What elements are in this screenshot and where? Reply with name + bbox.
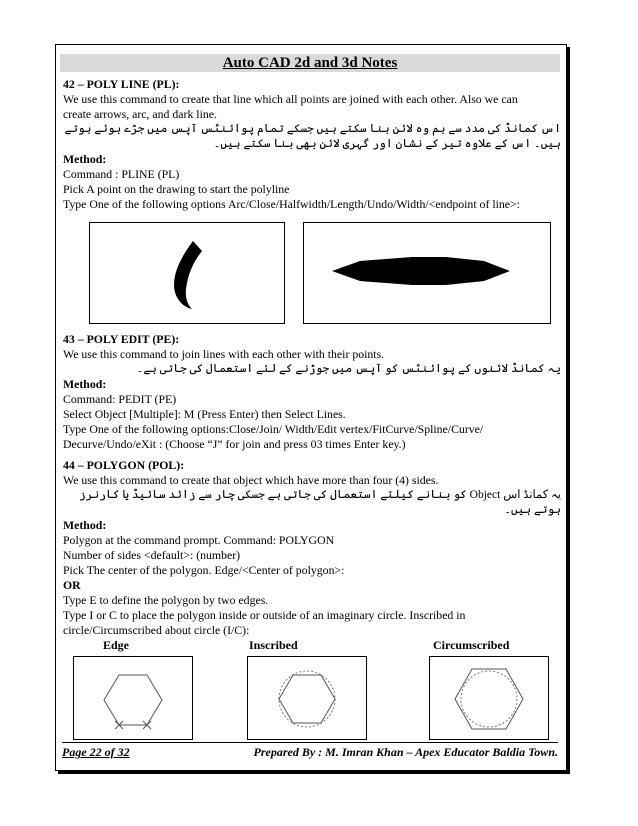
section-43-method: Method: bbox=[63, 377, 107, 391]
section-44-method-3: Pick The center of the polygon. Edge/<Center of polygon>: bbox=[63, 563, 345, 577]
label-edge: Edge bbox=[103, 638, 130, 652]
prepared-by: Prepared By : M. Imran Khan – Apex Educator Baldia Town. bbox=[253, 745, 558, 759]
section-43-method-3: Type One of the following options:Close/Join/ Width/Edit vertex/FitCurve/Spline/Curve/ bbox=[63, 422, 484, 436]
section-43-heading: 43 – POLY EDIT (PE): bbox=[63, 332, 180, 346]
polygon-circumscribed-image bbox=[429, 656, 549, 740]
section-43-method-1: Command: PEDIT (PE) bbox=[63, 392, 177, 406]
polygon-inscribed-image bbox=[247, 656, 367, 740]
section-42-desc-2: create arrows, arc, and dark line. bbox=[63, 107, 217, 121]
polygon-inscribed-shape bbox=[248, 657, 366, 739]
section-44-method-4: Type E to define the polygon by two edges. bbox=[63, 593, 269, 607]
section-44-heading: 44 – POLYGON (POL): bbox=[63, 458, 185, 472]
section-42-heading: 42 – POLY LINE (PL): bbox=[63, 77, 180, 91]
polygon-edge-shape bbox=[74, 657, 192, 739]
polyline-arc-shape bbox=[90, 223, 284, 323]
section-42-desc-1: We use this command to create that line which all points are joined with each other. Also we can bbox=[63, 92, 518, 106]
page-content bbox=[63, 77, 561, 748]
label-inscribed: Inscribed bbox=[249, 638, 298, 652]
section-44-method: Method: bbox=[63, 518, 107, 532]
page-number: Page 22 of 32 bbox=[62, 745, 130, 759]
section-44-method-2: Number of sides <default>: (number) bbox=[63, 548, 241, 562]
polyline-width-image bbox=[303, 222, 551, 324]
polygon-circumscribed-shape bbox=[430, 657, 548, 739]
polyline-arc-image bbox=[89, 222, 285, 324]
section-43-urdu: یہ کمانڈ لائنوں کے پوائنٹس کو آپس میں جوڑنے کے لئے استعمال کی جاتی ہے۔ bbox=[136, 363, 561, 375]
polyline-images bbox=[63, 216, 561, 326]
section-44-desc-1: We use this command to create that object which have more than four (4) sides. bbox=[63, 473, 439, 487]
page-title: Auto CAD 2d and 3d Notes bbox=[222, 55, 398, 71]
section-42-method: Method: bbox=[63, 152, 107, 166]
section-44-method-6: circle/Circumscribed about circle (I/C): bbox=[63, 623, 250, 637]
section-42-method-2: Pick A point on the drawing to start the polyline bbox=[63, 182, 290, 196]
polygon-images bbox=[63, 656, 561, 748]
polyline-width-shape bbox=[304, 223, 550, 323]
section-44-urdu: یہ کمانڈ اس Object کو بنانے کیلئے استعمال کی جاتی ہے جسکی چار سے زائد سائیڈ یا کارنرز ہوتے ہیں۔ bbox=[79, 489, 561, 516]
section-43-method-2: Select Object [Multiple]: M (Press Enter) then Select Lines. bbox=[63, 407, 346, 421]
section-44-method-1: Polygon at the command prompt. Command: POLYGON bbox=[63, 533, 335, 547]
section-44-method-5: Type I or C to place the polygon inside or outside of an imaginary circle. Inscribed in bbox=[63, 608, 466, 622]
section-44-or: OR bbox=[63, 578, 81, 592]
section-42-method-3: Type One of the following options Arc/Close/Halfwidth/Length/Undo/Width/<endpoint of line>: bbox=[63, 197, 520, 211]
polygon-edge-image bbox=[73, 656, 193, 740]
section-42-urdu: اس کمانڈ کی مدد سے ہم وہ لائن بنا سکتے ہیں جسکے تمام پوائنٹس آپس میں جڑے ہوئے ہوتے ہیں۔ اس کے علاوہ تیر کے نشان اور گہری لائن بھی بنا سکتے ہیں۔ bbox=[64, 123, 561, 150]
page-footer bbox=[62, 742, 558, 761]
section-43-method-4: Decurve/Undo/eXit : (Choose “J” for join and press 03 times Enter key.) bbox=[63, 437, 406, 451]
polygon-labels bbox=[63, 638, 561, 654]
page-header bbox=[60, 54, 560, 72]
label-circumscribed: Circumscribed bbox=[433, 638, 510, 652]
section-42-method-1: Command : PLINE (PL) bbox=[63, 167, 180, 181]
section-43-desc-1: We use this command to join lines with each other with their points. bbox=[63, 347, 385, 361]
